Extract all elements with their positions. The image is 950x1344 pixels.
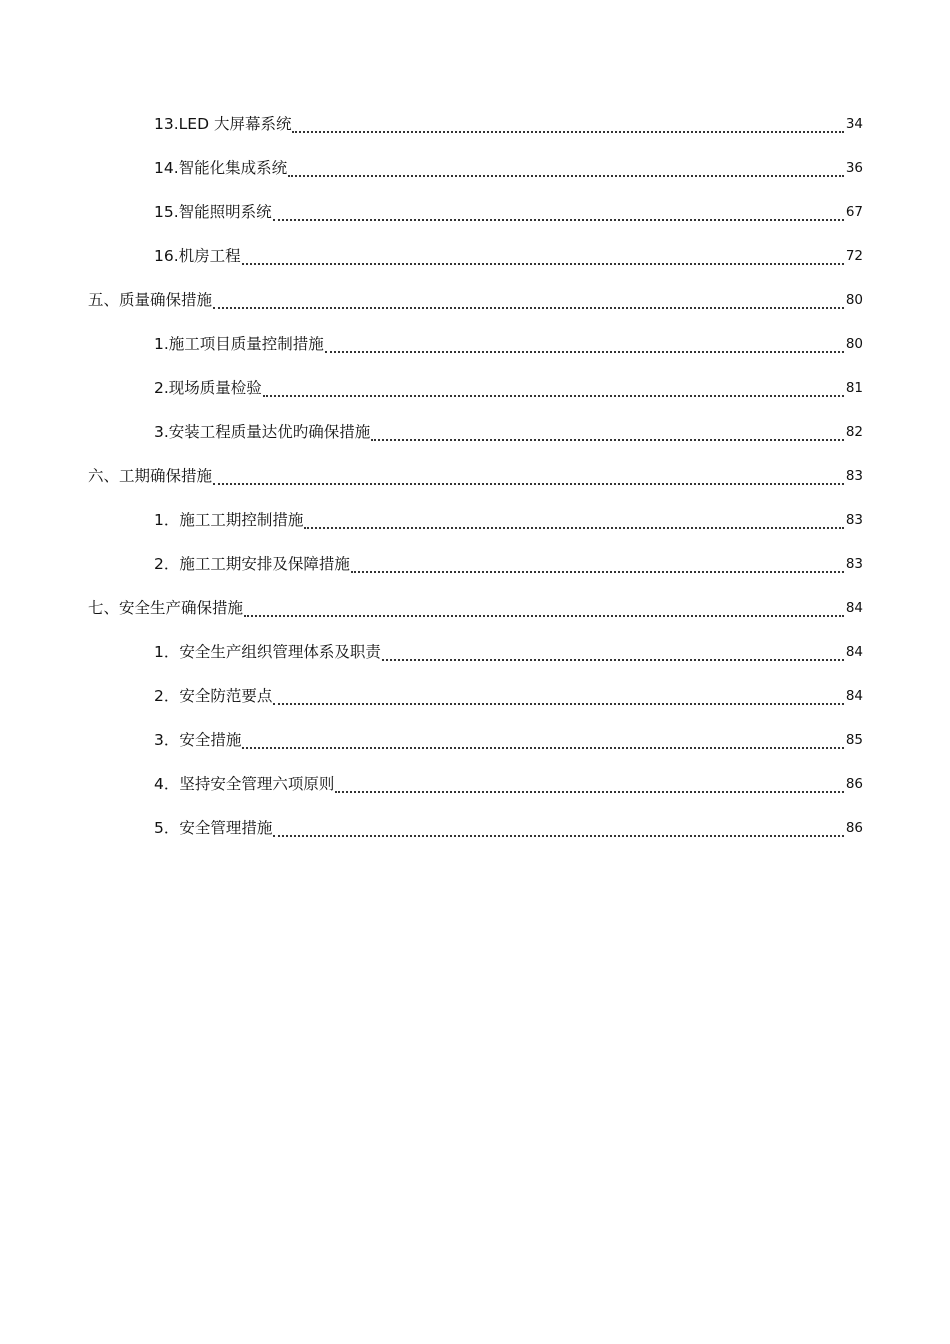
dot-leader bbox=[244, 614, 844, 617]
toc-entry-page: 84 bbox=[845, 688, 863, 705]
dot-leader bbox=[273, 218, 844, 221]
toc-entry-page: 82 bbox=[845, 424, 863, 441]
toc-entry[interactable] bbox=[0, 807, 950, 851]
toc-entry[interactable] bbox=[0, 235, 950, 279]
toc-entry-title: 15.智能照明系统 bbox=[154, 203, 272, 222]
toc-entry-page: 83 bbox=[845, 556, 863, 573]
toc-entry-page: 34 bbox=[845, 116, 863, 133]
toc-entry[interactable] bbox=[0, 323, 950, 367]
dot-leader bbox=[213, 482, 844, 485]
toc-entry-title: 13.LED 大屏幕系统 bbox=[154, 115, 292, 134]
dot-leader bbox=[242, 262, 844, 265]
toc-entry[interactable] bbox=[0, 675, 950, 719]
dot-leader bbox=[213, 306, 844, 309]
toc-entry-title: 14.智能化集成系统 bbox=[154, 159, 288, 178]
toc-entry-page: 80 bbox=[845, 336, 863, 353]
toc-entry-title: 5．安全管理措施 bbox=[154, 819, 273, 838]
toc-entry[interactable] bbox=[0, 631, 950, 675]
toc-entry-title: 1.施工项目质量控制措施 bbox=[154, 335, 324, 354]
dot-leader bbox=[292, 130, 843, 133]
dot-leader bbox=[242, 746, 843, 749]
toc-entry-page: 83 bbox=[845, 468, 863, 485]
toc-entry[interactable] bbox=[0, 719, 950, 763]
toc-entry-page: 86 bbox=[845, 820, 863, 837]
toc-section-entry[interactable] bbox=[0, 587, 950, 631]
toc-entry-title: 1．施工工期控制措施 bbox=[154, 511, 304, 530]
toc-entry[interactable] bbox=[0, 367, 950, 411]
dot-leader bbox=[273, 834, 843, 837]
toc-entry[interactable] bbox=[0, 191, 950, 235]
dot-leader bbox=[335, 790, 843, 793]
dot-leader bbox=[371, 438, 844, 441]
toc-entry-title: 六、工期确保措施 bbox=[88, 467, 213, 486]
toc-entry[interactable] bbox=[0, 147, 950, 191]
toc-entry-page: 67 bbox=[845, 204, 863, 221]
toc-entry-title: 2.现场质量检验 bbox=[154, 379, 262, 398]
toc-entry-title: 2．施工工期安排及保障措施 bbox=[154, 555, 350, 574]
dot-leader bbox=[351, 570, 844, 573]
toc-entry-title: 五、质量确保措施 bbox=[88, 291, 213, 310]
toc-entry-page: 72 bbox=[845, 248, 863, 265]
toc-entry[interactable] bbox=[0, 499, 950, 543]
toc-entry-page: 84 bbox=[845, 644, 863, 661]
toc-entry-title: 3.安装工程质量达优旳确保措施 bbox=[154, 423, 371, 442]
table-of-contents bbox=[0, 103, 950, 851]
toc-entry-title: 3．安全措施 bbox=[154, 731, 242, 750]
toc-entry-page: 81 bbox=[845, 380, 863, 397]
toc-entry-title: 2．安全防范要点 bbox=[154, 687, 273, 706]
toc-entry[interactable] bbox=[0, 763, 950, 807]
toc-entry[interactable] bbox=[0, 543, 950, 587]
toc-entry[interactable] bbox=[0, 411, 950, 455]
toc-entry-page: 86 bbox=[845, 776, 863, 793]
toc-entry-page: 85 bbox=[845, 732, 863, 749]
dot-leader bbox=[304, 526, 843, 529]
toc-entry-title: 1．安全生产组织管理体系及职责 bbox=[154, 643, 381, 662]
toc-entry-page: 83 bbox=[845, 512, 863, 529]
dot-leader bbox=[273, 702, 843, 705]
toc-entry-title: 16.机房工程 bbox=[154, 247, 241, 266]
toc-entry-page: 36 bbox=[845, 160, 863, 177]
toc-entry-page: 80 bbox=[845, 292, 863, 309]
toc-entry-title: 七、安全生产确保措施 bbox=[88, 599, 244, 618]
dot-leader bbox=[382, 658, 844, 661]
toc-entry-title: 4．坚持安全管理六项原则 bbox=[154, 775, 335, 794]
dot-leader bbox=[325, 350, 844, 353]
dot-leader bbox=[263, 394, 844, 397]
toc-section-entry[interactable] bbox=[0, 279, 950, 323]
toc-entry[interactable] bbox=[0, 103, 950, 147]
dot-leader bbox=[288, 174, 844, 177]
toc-entry-page: 84 bbox=[845, 600, 863, 617]
toc-section-entry[interactable] bbox=[0, 455, 950, 499]
